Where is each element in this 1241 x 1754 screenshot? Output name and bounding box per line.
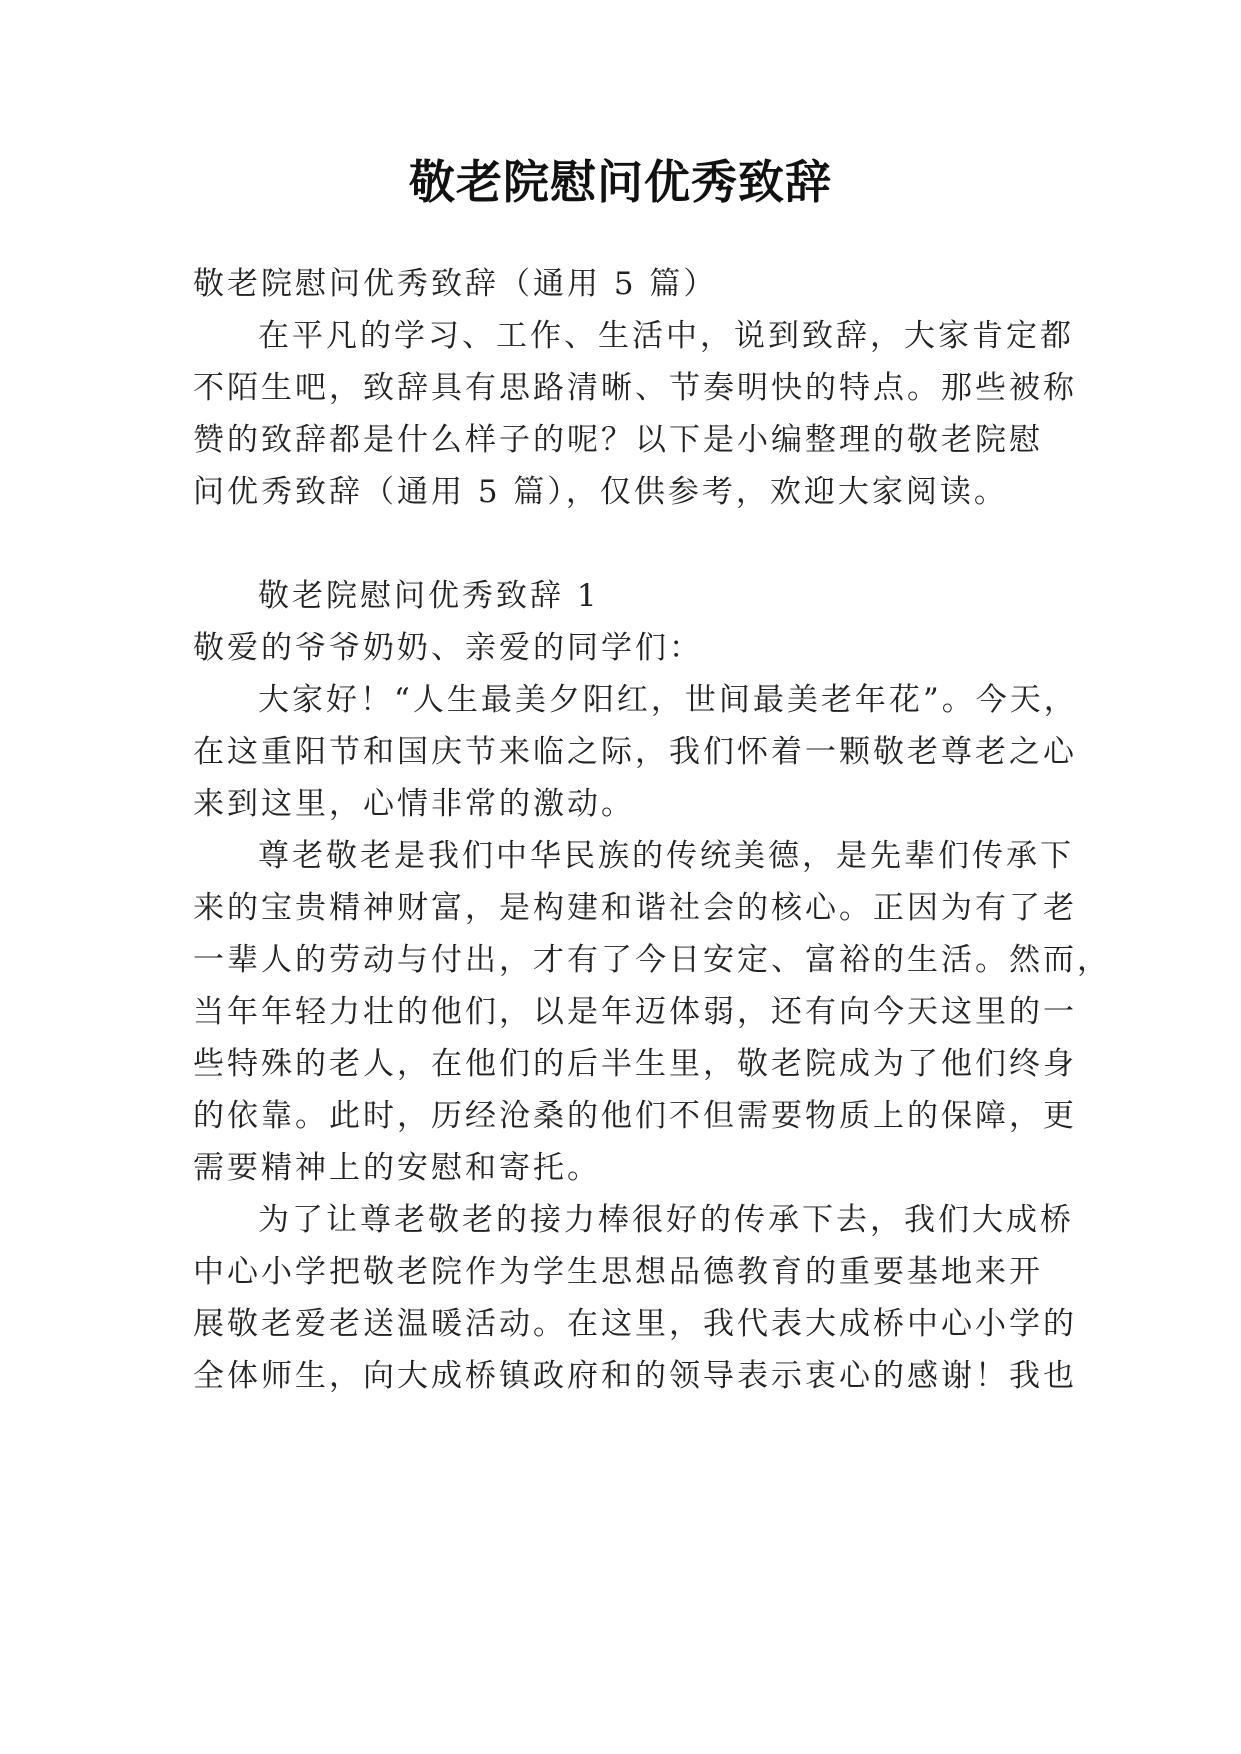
paragraph-line: 大家好！“人生最美夕阳红，世间最美老年花”。今天， (258, 682, 1078, 718)
paragraph-line: 些特殊的老人，在他们的后半生里，敬老院成为了他们终身 (193, 1046, 1077, 1082)
paragraph-line: 需要精神上的安慰和寄托。 (193, 1150, 601, 1186)
paragraph-line: 来到这里，心情非常的激动。 (193, 786, 635, 822)
paragraph-line: 在平凡的学习、工作、生活中，说到致辞，大家肯定都 (258, 318, 1074, 354)
salutation-line: 敬爱的爷爷奶奶、亲爱的同学们： (193, 630, 703, 666)
paragraph-line: 中心小学把敬老院作为学生思想品德教育的重要基地来开 (193, 1254, 1043, 1290)
paragraph-line: 不陌生吧，致辞具有思路清晰、节奏明快的特点。那些被称 (193, 370, 1077, 406)
paragraph-line: 当年年轻力壮的他们，以是年迈体弱，还有向今天这里的一 (193, 994, 1077, 1030)
section-heading: 敬老院慰问优秀致辞 1 (258, 578, 600, 614)
paragraph-line: 展敬老爱老送温暖活动。在这里，我代表大成桥中心小学的 (193, 1306, 1077, 1342)
paragraph-line: 来的宝贵精神财富，是构建和谐社会的核心。正因为有了老 (193, 890, 1077, 926)
paragraph-line: 全体师生，向大成桥镇政府和的领导表示衷心的感谢！我也 (193, 1358, 1077, 1394)
paragraph-line: 一辈人的劳动与付出，才有了今日安定、富裕的生活。然而， (193, 942, 1111, 978)
paragraph-line: 的依靠。此时，历经沧桑的他们不但需要物质上的保障，更 (193, 1098, 1077, 1134)
paragraph-line: 为了让尊老敬老的接力棒很好的传承下去，我们大成桥 (258, 1202, 1074, 1238)
paragraph-line: 问优秀致辞（通用 5 篇），仅供参考，欢迎大家阅读。 (193, 474, 1008, 510)
paragraph-line: 尊老敬老是我们中华民族的传统美德，是先辈们传承下 (258, 838, 1074, 874)
document-subtitle-line: 敬老院慰问优秀致辞（通用 5 篇） (193, 266, 718, 302)
paragraph-line: 赞的致辞都是什么样子的呢？以下是小编整理的敬老院慰 (193, 422, 1043, 458)
paragraph-line: 在这重阳节和国庆节来临之际，我们怀着一颗敬老尊老之心 (193, 734, 1077, 770)
document-title: 敬老院慰问优秀致辞 (409, 155, 832, 209)
